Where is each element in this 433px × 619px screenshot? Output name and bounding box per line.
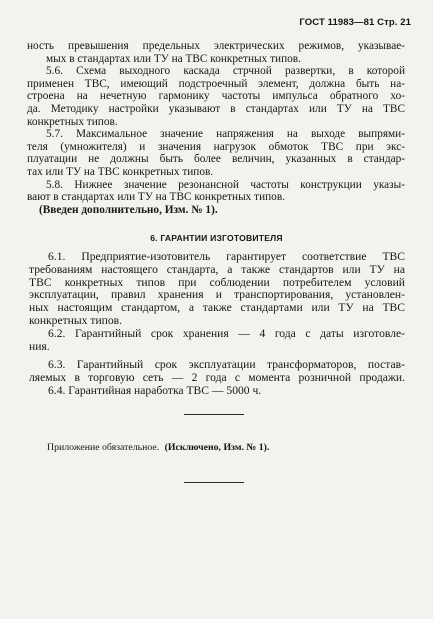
amendment-note: (Введен дополнительно, Изм. № 1). — [39, 203, 218, 216]
paragraph-continuation — [27, 40, 405, 65]
text-line: 5.8. Нижнее значение резонансной частоты конструкции указы- — [46, 178, 405, 191]
paragraph-6-1 — [29, 251, 405, 328]
text-line: 5.6. Схема выходного каскада стрчной развертки, в которой — [46, 65, 405, 78]
text-line: 6.2. Гарантийный срок хранения — 4 года с даты изготовле- — [48, 326, 405, 340]
text-line: ность превышения предельных электрических режимов, указывае- — [27, 40, 405, 52]
text-line: плуатации не должны быть более величин, указанных в стандар- — [27, 153, 405, 166]
text-line: применен ТВС, имеющий подстроечный элемент, должна быть на- — [27, 77, 405, 90]
text-line: теля (умножителя) и значения нагрузок обмоток ТВС при экс- — [27, 140, 405, 153]
divider-rule — [184, 482, 244, 483]
text-line: 6.3. Гарантийный срок эксплуатации трансформаторов, постав- — [48, 358, 405, 372]
paragraph-5-6 — [27, 65, 405, 128]
text-line: ния. — [29, 339, 50, 353]
section-6-title: 6. ГАРАНТИИ ИЗГОТОВИТЕЛЯ — [150, 233, 283, 243]
paragraph-6-3 — [29, 359, 405, 385]
appendix-note — [47, 442, 269, 453]
text-line: тах или ТУ на ТВС конкретных типов. — [27, 165, 214, 178]
text-line: эксплуатации, правил хранения и транспортирования, установлен- — [29, 288, 405, 302]
text-line: ных настоящим стандартом, а также стандартами или ТУ на ТВС — [29, 301, 405, 315]
text-line: 6.1. Предприятие-изотовитель гарантирует соответствие ТВС — [48, 250, 405, 263]
section-5-text — [27, 40, 405, 216]
section-6-text — [29, 251, 405, 398]
text-line: конкретных типов. — [27, 115, 118, 128]
paragraph-6-4: 6.4. Гарантийная наработка ТВС — 5000 ч. — [48, 383, 262, 397]
text-line: требованиям настоящего стандарта, а также стандартов или ТУ на — [29, 262, 405, 276]
text-line: 5.7. Максимальное значение напряжения на выходе выпрями- — [46, 128, 405, 141]
paragraph-5-7 — [27, 128, 405, 178]
text-line: вают в стандартах или ТУ на ТВС конкретных типов. — [27, 191, 285, 204]
paragraph-5-8 — [27, 179, 405, 204]
text-line: строена на нечетную гармонику частоты импульса обратного хо- — [27, 90, 405, 103]
divider-rule — [184, 414, 244, 415]
text-line: да. Методику настройки указывают в стандартах или ТУ на ТВС — [27, 102, 405, 115]
appendix-status: (Исключено, Изм. № 1). — [164, 442, 270, 453]
paragraph-6-2 — [29, 328, 405, 354]
text-line: конкретных типов. — [29, 313, 123, 327]
page-header: ГОСТ 11983—81 Стр. 21 — [299, 17, 411, 28]
text-line: мых в стандартах или ТУ на ТВС конкретных типов. — [46, 52, 301, 65]
text-line: ТВС конкретных типов при соблюдении потребителем условий — [29, 275, 405, 289]
text-line: ляемых в торговую сеть — 2 года с момента розничной продажи. — [29, 371, 405, 385]
appendix-label: Приложение обязательное. — [47, 442, 160, 453]
